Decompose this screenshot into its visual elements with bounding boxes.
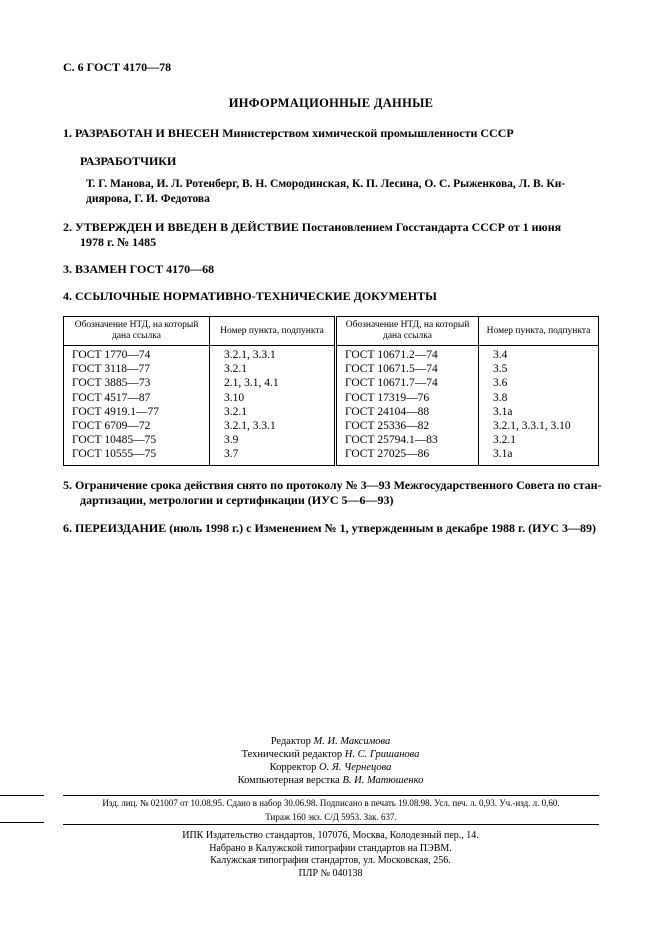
developers-line-2: диярова, Г. И. Федотова <box>86 193 210 205</box>
ntd-cell: ГОСТ 10485—75 <box>72 434 157 447</box>
colophon-block <box>0 735 661 787</box>
section-5-line-1: 5. Ограничение срока действия снято по протоколу № 3—93 Межгосударственного Совета по стан- <box>63 477 602 492</box>
license-number: ПЛР № 040138 <box>298 867 363 879</box>
clause-cell: 3.2.1 <box>479 433 599 447</box>
ntd-cell: ГОСТ 10671.2—74 <box>336 346 479 363</box>
colophon-line-layout <box>0 774 661 787</box>
ntd-cell: ГОСТ 4919.1—77 <box>72 405 160 418</box>
colophon-line-technical-editor <box>0 748 661 761</box>
table-header-row <box>64 317 599 346</box>
section-1-developed-by: 1. РАЗРАБОТАН И ВНЕСЕН Министерством химической промышленности СССР <box>63 126 514 140</box>
column-header-clause-left: Номер пункта, подпункта <box>210 317 336 346</box>
colophon-name: М. И. Максимова <box>313 736 391 747</box>
clause-cell: 3.2.1, 3.3.1 <box>210 419 336 433</box>
colophon-role: Компьютерная верстка <box>237 775 340 786</box>
references-table-header <box>64 317 599 346</box>
horizontal-rule-bottom <box>63 824 599 825</box>
colophon-role: Технический редактор <box>241 749 343 760</box>
ntd-cell: ГОСТ 1770—74 <box>72 349 151 361</box>
imprint-block <box>63 795 599 825</box>
ntd-cell: ГОСТ 4517—87 <box>72 391 151 404</box>
ntd-cell: ГОСТ 10555—75 <box>72 448 157 461</box>
table-row <box>64 376 599 390</box>
section-6-reissue: 6. ПЕРЕИЗДАНИЕ (июль 1998 г.) с Изменением № 1, утвержденным в декабре 1988 г. (ИУС 3—89) <box>63 520 596 535</box>
colophon-name: О. Я. Чернецова <box>319 762 392 773</box>
ntd-cell: ГОСТ 3118—77 <box>72 363 150 376</box>
column-header-ntd-right: Обозначение НТД, на который дана ссылка <box>336 317 479 346</box>
publisher-address: ИПК Издательство стандартов, 107076, Москва, Колодезный пер., 14. <box>182 830 479 841</box>
colophon-role: Редактор <box>270 736 311 747</box>
colophon-name: В. И. Матюшенко <box>342 775 424 786</box>
clause-cell: 3.8 <box>479 391 599 405</box>
clause-cell: 3.9 <box>210 433 336 447</box>
clause-cell: 3.7 <box>210 447 336 465</box>
references-table <box>63 316 599 466</box>
clause-cell: 3.5 <box>479 362 599 376</box>
imprint-line-2: Тираж 160 экз. С/Д 5953. Зак. 637. <box>265 812 397 822</box>
clause-cell: 3.10 <box>210 391 336 405</box>
clause-cell: 3.2.1 <box>210 405 336 419</box>
references-table-body <box>64 346 599 466</box>
colophon-line-editor <box>0 735 661 748</box>
table-row <box>64 433 599 447</box>
column-header-clause-right: Номер пункта, подпункта <box>479 317 599 346</box>
section-2-line-2: 1978 г. № 1485 <box>80 235 157 249</box>
column-header-ntd-left: Обозначение НТД, на который дана ссылка <box>64 317 210 346</box>
print-registration-mark <box>0 795 44 796</box>
table-row <box>64 346 599 363</box>
ntd-cell: ГОСТ 27025—86 <box>336 447 479 465</box>
colophon-role: Корректор <box>269 762 317 773</box>
developers-list <box>86 177 599 207</box>
colophon-name: Н. С. Гришанова <box>344 749 420 760</box>
developers-heading: РАЗРАБОТЧИКИ <box>80 154 177 168</box>
clause-cell: 3.1а <box>479 447 599 465</box>
colophon-line-corrector <box>0 761 661 774</box>
ntd-cell: ГОСТ 24104—88 <box>336 405 479 419</box>
table-row <box>64 405 599 419</box>
section-2-line-1: 2. УТВЕРЖДЕН И ВВЕДЕН В ДЕЙСТВИЕ Постановлением Госстандарта СССР от 1 июня <box>63 220 562 234</box>
section-5-validity <box>63 477 602 508</box>
section-4-references-heading: 4. ССЫЛОЧНЫЕ НОРМАТИВНО-ТЕХНИЧЕСКИЕ ДОКУМЕНТЫ <box>63 289 437 303</box>
clause-cell: 2.1, 3.1, 4.1 <box>210 376 336 390</box>
clause-cell: 3.2.1, 3.3.1 <box>210 346 336 363</box>
typesetting-note: Набрано в Калужской типографии стандартов на ПЭВМ. <box>209 842 452 854</box>
clause-cell: 3.4 <box>479 346 599 363</box>
section-5-line-2: дартизации, метрологии и сертификации (ИУС 5—6—93) <box>80 492 394 507</box>
section-3-replaces: 3. ВЗАМЕН ГОСТ 4170—68 <box>63 262 215 276</box>
table-row <box>64 447 599 465</box>
ntd-cell: ГОСТ 10671.5—74 <box>336 362 479 376</box>
publisher-block <box>0 830 661 880</box>
ntd-cell: ГОСТ 25794.1—83 <box>336 433 479 447</box>
printing-house: Калужская типография стандартов, ул. Московская, 256. <box>210 855 451 866</box>
ntd-cell: ГОСТ 10671.7—74 <box>336 376 479 390</box>
developers-line-1: Т. Г. Манова, И. Л. Ротенберг, В. Н. Смородинская, К. П. Лесина, О. С. Рыженкова, Л. В. Ки- <box>86 178 566 190</box>
clause-cell: 3.2.1 <box>210 362 336 376</box>
ntd-cell: ГОСТ 6709—72 <box>72 420 151 433</box>
ntd-cell: ГОСТ 3885—73 <box>72 377 151 390</box>
ntd-cell: ГОСТ 17319—76 <box>336 391 479 405</box>
table-row <box>64 419 599 433</box>
print-registration-mark <box>0 822 44 823</box>
clause-cell: 3.2.1, 3.3.1, 3.10 <box>479 419 599 433</box>
document-title: ИНФОРМАЦИОННЫЕ ДАННЫЕ <box>228 96 434 110</box>
clause-cell: 3.6 <box>479 376 599 390</box>
clause-cell: 3.1а <box>479 405 599 419</box>
running-head: С. 6 ГОСТ 4170—78 <box>63 60 172 74</box>
imprint-line-1: Изд. лиц. № 021007 от 10.08.95. Сдано в набор 30.06.98. Подписано в печать 19.08.98. Усл. печ. л. 0,93. Уч.-изд. л. 0,60. <box>102 798 560 808</box>
ntd-cell: ГОСТ 25336—82 <box>336 419 479 433</box>
table-row <box>64 391 599 405</box>
table-row <box>64 362 599 376</box>
section-2-approved <box>63 220 599 250</box>
